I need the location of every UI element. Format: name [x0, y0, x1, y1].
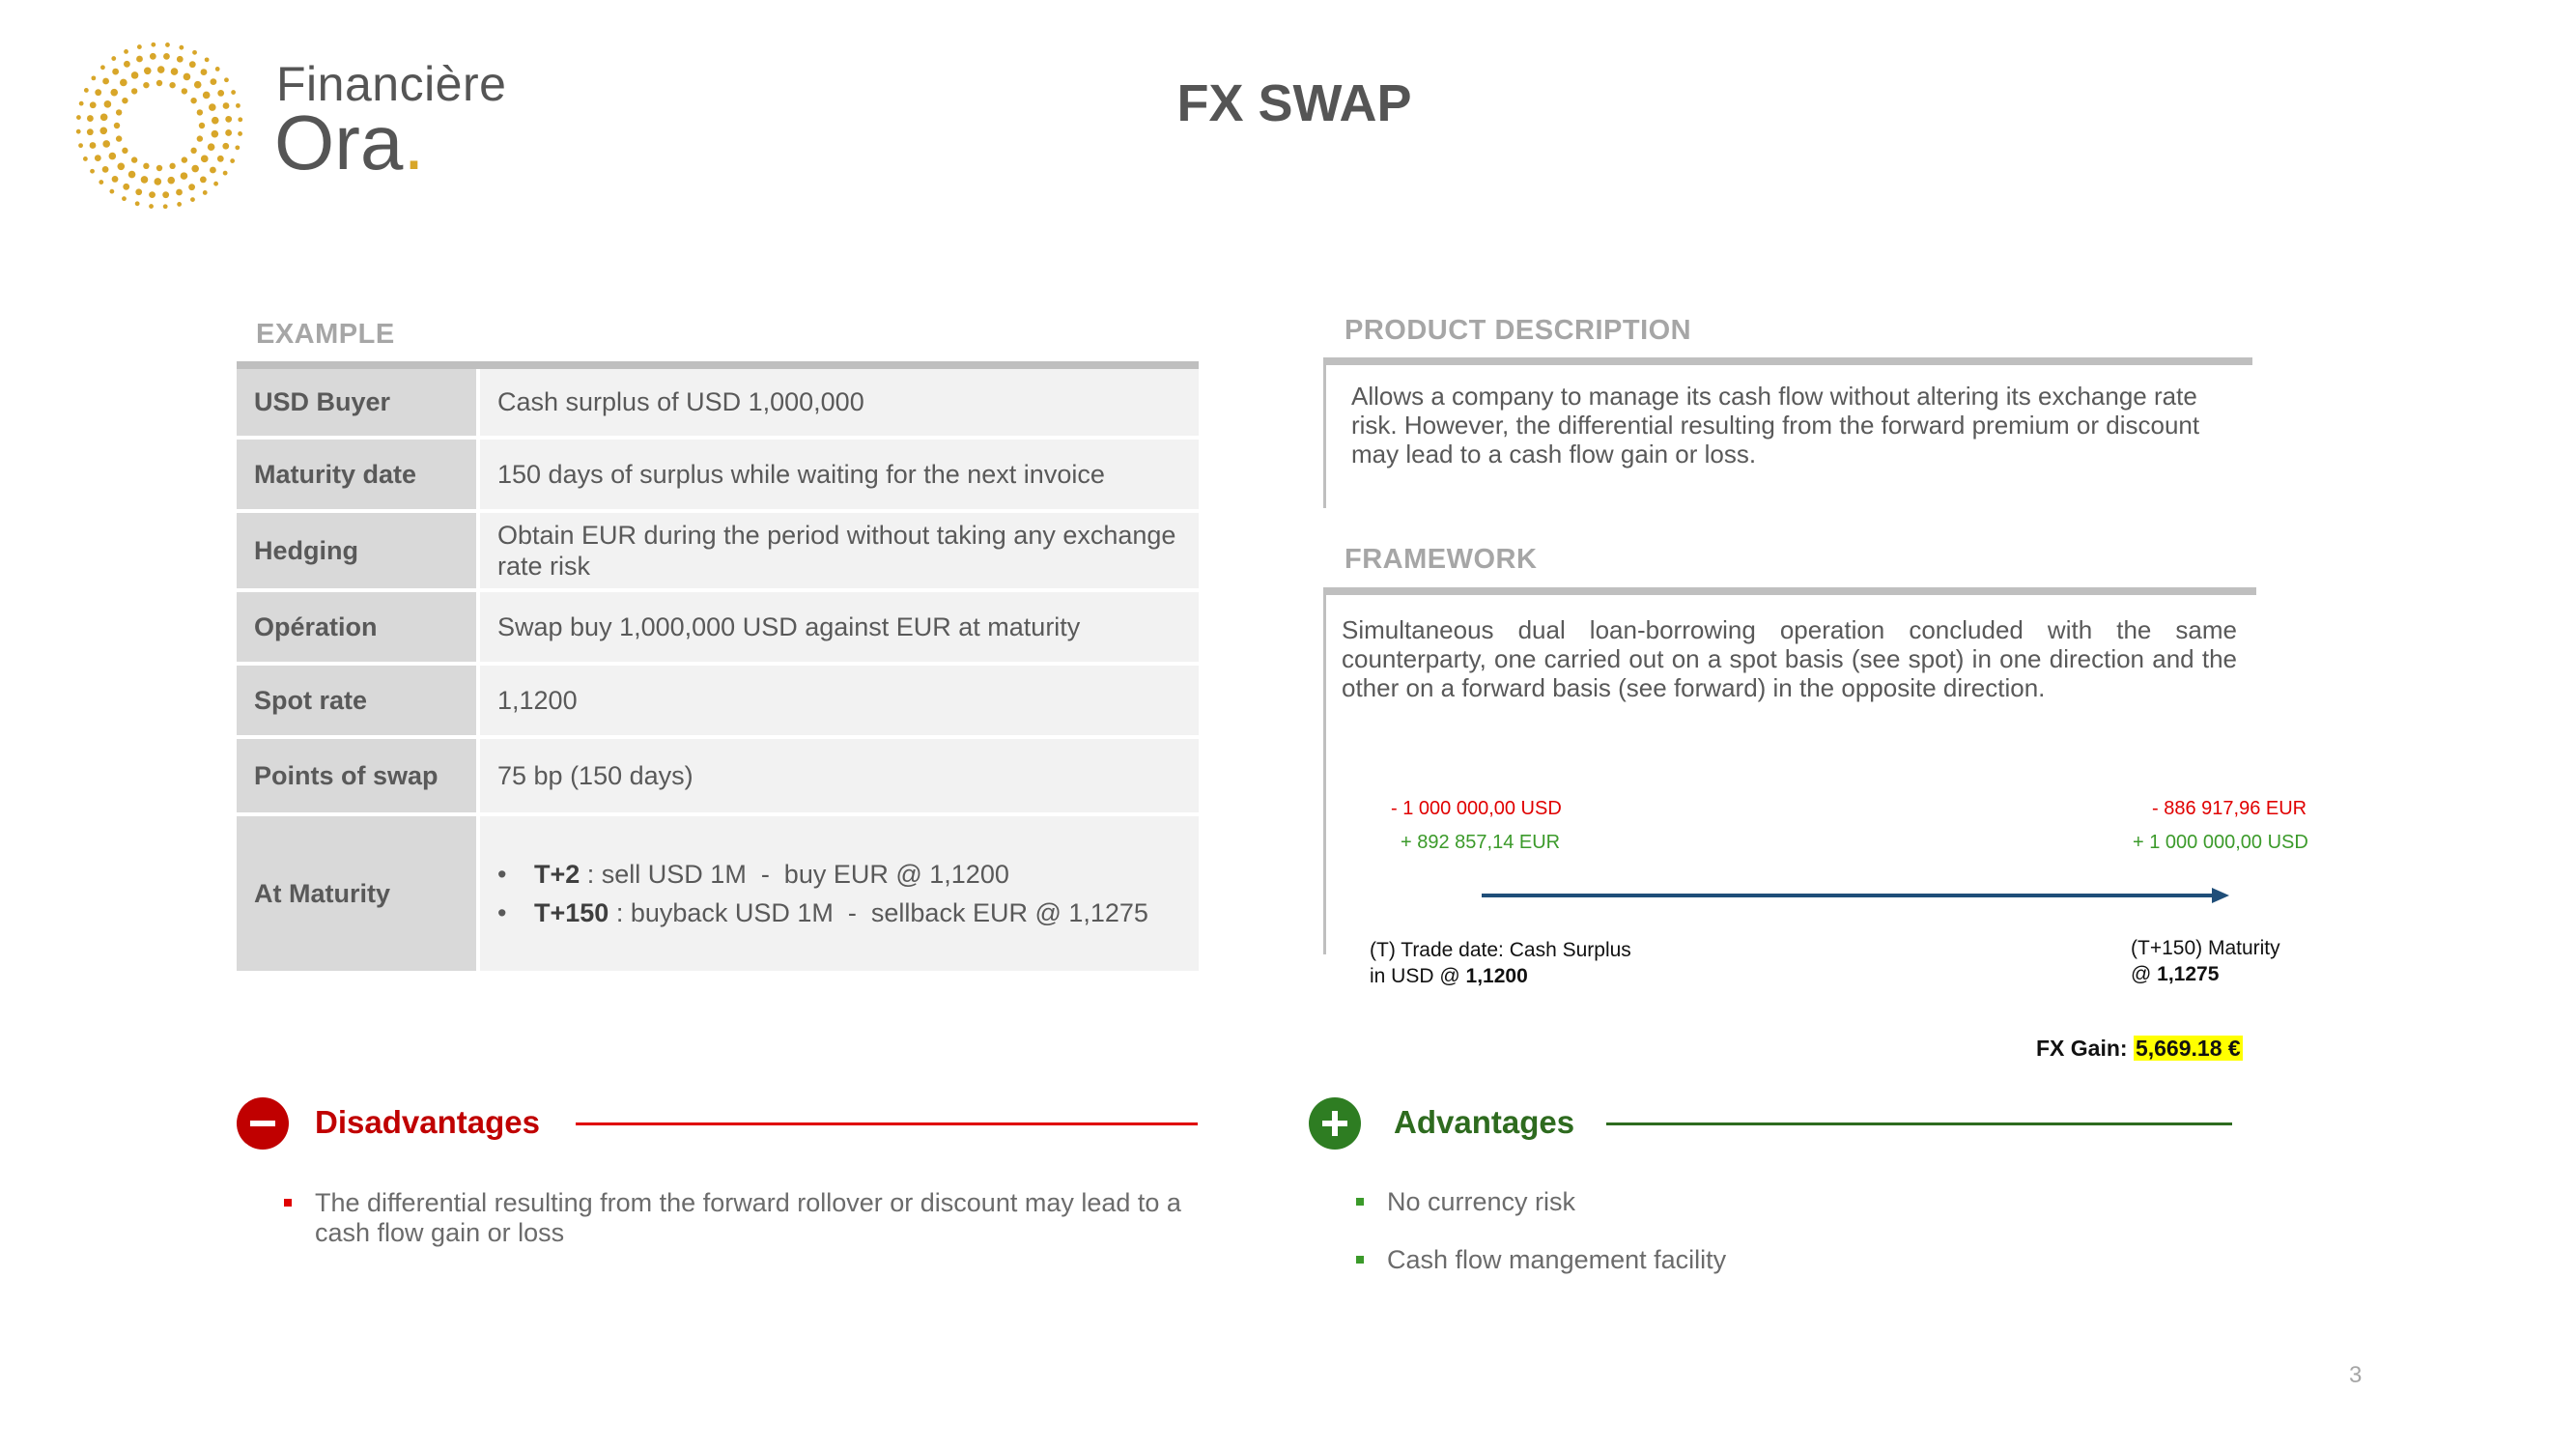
product-description-label: PRODUCT DESCRIPTION [1345, 315, 1692, 346]
logo-dot [122, 98, 127, 103]
logo-dot [192, 50, 197, 55]
logo-dot [212, 130, 219, 138]
logo-dot [163, 53, 170, 60]
logo-dot [223, 102, 230, 109]
maturity-line2 [2131, 961, 2280, 987]
bullet: • [497, 898, 507, 927]
row-value: Cash surplus of USD 1,000,000 [476, 369, 1199, 436]
item-text: Cash flow mangement facility [1387, 1245, 1727, 1274]
logo-dot [181, 172, 188, 180]
logo-dot [215, 67, 220, 71]
logo-dot [210, 167, 216, 174]
logo-dot [224, 77, 229, 82]
product-description-box [1323, 357, 2252, 508]
logo-dot [76, 115, 81, 120]
logo-dot [184, 73, 191, 81]
table-row [237, 666, 1199, 739]
logo-dot [112, 176, 119, 183]
logo-dot [135, 188, 142, 195]
row-label: Spot rate [237, 666, 476, 735]
logo-dot [122, 196, 127, 201]
logo-dot [95, 89, 101, 96]
disadvantages-list [284, 1188, 1211, 1248]
row-label: Opération [237, 592, 476, 662]
item-bold: T+2 [534, 859, 580, 889]
logo-dot [222, 143, 229, 150]
logo-dot [78, 143, 83, 148]
maturity-note [2131, 935, 2280, 988]
logo-dot [189, 61, 196, 68]
logo-dot [120, 79, 127, 87]
logo-dot [144, 68, 152, 75]
row-label: At Maturity [237, 816, 476, 971]
trade-date-rate: 1,1200 [1465, 965, 1528, 988]
logo-dot [87, 128, 94, 135]
trade-date-prefix: in USD @ [1370, 965, 1466, 988]
advantages-list [1356, 1187, 1726, 1284]
logo-dot [116, 135, 122, 141]
logo-dot [102, 140, 110, 148]
logo-dot [114, 123, 120, 128]
logo-dot [112, 69, 119, 75]
logo-dot [177, 56, 184, 63]
logo-dot [117, 162, 125, 170]
logo-dot [116, 109, 122, 115]
logo-dot [182, 88, 187, 94]
logo-dot [197, 135, 203, 141]
example-table [237, 361, 1199, 971]
logo-dot [157, 66, 165, 73]
logo-dot [217, 90, 224, 97]
logo-dot [156, 165, 162, 171]
left-flow-out: - 1 000 000,00 USD [1391, 798, 1562, 819]
logo-dot [99, 128, 107, 135]
table-row [237, 592, 1199, 666]
logo-dot [191, 165, 199, 173]
logo-dot [231, 90, 236, 95]
logo-dot [90, 101, 97, 108]
logo-dot [208, 143, 215, 151]
logo-dot [123, 184, 129, 190]
disadvantages-title: Disadvantages [315, 1104, 540, 1140]
logo-dot [203, 92, 211, 99]
row-label: Maturity date [237, 440, 476, 509]
logo-dot [190, 197, 195, 202]
logo-dot [124, 61, 130, 68]
logo-dot [128, 171, 136, 179]
logo-dot [176, 189, 183, 196]
logo-dot [182, 156, 187, 162]
maturity-prefix: @ [2131, 963, 2158, 986]
table-row [237, 513, 1199, 592]
logo-dot [109, 189, 114, 194]
logo-dot [190, 148, 196, 154]
timeline-arrow [1480, 881, 2229, 910]
logo-dot [223, 171, 228, 176]
row-value: 1,1200 [476, 666, 1199, 735]
left-flow-in: + 892 857,14 EUR [1401, 832, 1561, 853]
maturity-list [497, 851, 1148, 937]
logo-dot [149, 204, 154, 209]
page-title: FX SWAP [1176, 74, 1412, 132]
brand-dot: . [403, 99, 425, 185]
logo-dot [194, 81, 202, 89]
logo-dot [217, 156, 224, 162]
logo-dot [141, 176, 149, 184]
list-item [1356, 1245, 1726, 1284]
brand-name-line2 [274, 99, 425, 185]
logo-dot [235, 145, 240, 150]
logo-dot [201, 156, 209, 163]
maturity-rate: 1,1275 [2157, 963, 2220, 986]
product-description-text: Allows a company to manage its cash flow without altering its exchange rate risk. However, the differential resulting from the forward premium or discount may lead to a cash flow gain or loss. [1351, 382, 2200, 469]
logo-dot [90, 169, 95, 174]
logo-dot [149, 191, 156, 198]
logo-dot [199, 123, 205, 128]
logo-dot [205, 57, 210, 62]
logo-dot [136, 56, 143, 63]
logo-dot [143, 82, 149, 88]
trade-date-line1: (T) Trade date: Cash Surplus [1370, 939, 1631, 961]
logo-dot [111, 56, 116, 61]
square-bullet-icon [1356, 1198, 1364, 1206]
logo-dot [190, 98, 196, 103]
fx-gain-value: 5,669.18 € [2135, 1036, 2241, 1061]
framework-label: FRAMEWORK [1345, 544, 1538, 575]
logo-dot [209, 103, 216, 111]
list-item [497, 859, 1148, 890]
fx-gain-label: FX Gain: [2036, 1036, 2134, 1061]
logo-dot [201, 69, 208, 75]
brand-ora: Ora [274, 99, 404, 185]
logo-dot [225, 129, 232, 136]
logo-dot [169, 163, 175, 169]
logo-dot [76, 129, 81, 134]
logo-dot [155, 178, 162, 185]
logo-dot [177, 202, 182, 207]
fx-gain [2036, 1036, 2243, 1062]
example-label: EXAMPLE [256, 319, 395, 350]
row-value [476, 816, 1199, 971]
item-text: : sell USD 1M - buy EUR @ 1,1200 [580, 859, 1009, 889]
trade-date-line2 [1370, 963, 1631, 989]
logo-dot [131, 71, 139, 79]
logo-dot [137, 44, 142, 49]
logo-dot [238, 117, 242, 122]
advantages-divider [1606, 1122, 2232, 1125]
logo-dot [83, 156, 88, 161]
logo-dot [212, 117, 219, 125]
right-flow-in: + 1 000 000,00 USD [2133, 832, 2308, 853]
list-item [1356, 1187, 1726, 1245]
logo-dot [163, 204, 168, 209]
logo-dot [167, 177, 175, 185]
logo-dot [79, 101, 84, 106]
framework-text: Simultaneous dual loan-borrowing operation concluded with the same counterparty, one carried out on a spot basis (see spot) in one direction and the other on a forward basis (see forward) in the opposite direction. [1342, 615, 2237, 702]
plus-icon [1309, 1097, 1361, 1150]
square-bullet-icon [1356, 1256, 1364, 1264]
logo-dot [169, 82, 175, 88]
right-flow-out: - 886 917,96 EUR [2152, 798, 2307, 819]
brand-name-line1: Financière [276, 57, 507, 111]
logo-dot [197, 109, 203, 115]
logo-dot [179, 45, 184, 50]
page-number: 3 [2349, 1362, 2363, 1388]
logo-sun-mark [72, 39, 246, 213]
bullet: • [497, 859, 507, 889]
logo-dot [99, 180, 103, 185]
logo-dot [171, 68, 179, 75]
list-item [497, 897, 1148, 928]
logo-dot [87, 115, 94, 122]
table-row [237, 739, 1199, 816]
trade-date-note [1370, 937, 1631, 990]
logo-dot [91, 75, 96, 80]
logo-dot [84, 88, 89, 93]
row-value: Obtain EUR during the period without taking any exchange rate risk [476, 513, 1199, 588]
table-row [237, 440, 1199, 513]
logo-dot [151, 43, 156, 47]
row-value: 75 bp (150 days) [476, 739, 1199, 812]
logo-dot [90, 142, 97, 149]
logo-dot [156, 80, 162, 86]
item-text: No currency risk [1387, 1187, 1576, 1216]
row-label: USD Buyer [237, 369, 476, 436]
logo-dot [100, 114, 108, 122]
row-value: Swap buy 1,000,000 USD against EUR at maturity [476, 592, 1199, 662]
logo-dot [135, 201, 140, 206]
logo-dot [213, 182, 218, 186]
logo-dot [230, 158, 235, 163]
logo-dot [124, 49, 128, 54]
logo-dot [238, 131, 242, 136]
logo-dot [200, 177, 207, 184]
table-row-maturity [237, 816, 1199, 971]
logo-dot [102, 78, 109, 85]
disadvantages-divider [576, 1122, 1198, 1125]
logo-dot [188, 184, 195, 190]
minus-icon [237, 1097, 289, 1150]
logo-dot [102, 166, 109, 173]
row-label: Hedging [237, 513, 476, 588]
logo-dot [225, 116, 232, 123]
item-text: : buyback USD 1M - sellback EUR @ 1,1275 [609, 898, 1148, 927]
logo-dot [236, 103, 241, 108]
square-bullet-icon [284, 1199, 292, 1207]
logo-dot [165, 43, 170, 47]
logo-dot [143, 163, 149, 169]
logo-dot [162, 191, 169, 198]
logo-dot [150, 53, 156, 60]
logo-dot [109, 153, 117, 160]
logo-dot [131, 156, 137, 162]
logo-dot [211, 78, 217, 85]
logo-dot [203, 190, 208, 195]
maturity-line1: (T+150) Maturity [2131, 937, 2280, 959]
logo-dot [122, 148, 127, 154]
row-value: 150 days of surplus while waiting for the next invoice [476, 440, 1199, 509]
logo-dot [131, 88, 137, 94]
logo-dot [95, 155, 101, 161]
item-bold: T+150 [534, 898, 609, 927]
row-label: Points of swap [237, 739, 476, 812]
list-item: The differential resulting from the forward rollover or discount may lead to a cash flow gain or loss [315, 1188, 1181, 1248]
table-row [237, 369, 1199, 440]
logo-dot [104, 100, 112, 108]
advantages-title: Advantages [1394, 1104, 1575, 1140]
logo-dot [110, 89, 118, 97]
logo-dot [100, 65, 105, 70]
